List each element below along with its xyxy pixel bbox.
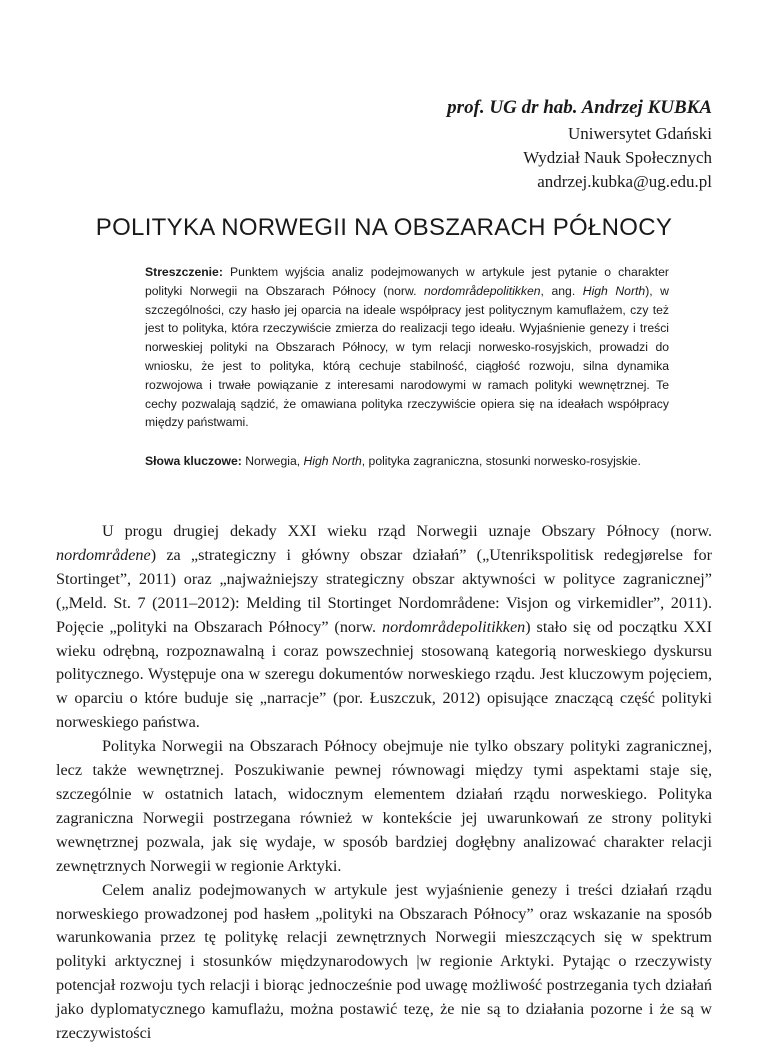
abstract-label: Streszczenie: bbox=[145, 265, 223, 279]
p1-text-c: ) stało się od początku XXI wieku odrębną, rozpoznawalną i coraz powszechniej stosowaną kategorią norweskiego dyskursu politycznego. Występuje ona w szeregu dokumentów norweskiego rządu. Jest kluczowym pojęciem, w oparciu o które buduje się „narracje” (por. Łuszczuk, 2012) opisujące znaczącą część polityki norweskiego państwa. bbox=[56, 617, 712, 732]
article-title: POLITYKA NORWEGII NA OBSZARACH PÓŁNOCY bbox=[95, 214, 673, 242]
abstract bbox=[145, 263, 669, 432]
body-paragraph-3: Celem analiz podejmowanych w artykule jest wyjaśnienie genezy i treści działań rządu norweskiego prowadzonej pod hasłem „polityki na Obszarach Północy” oraz wskazanie na sposób warunkowania przez tę politykę relacji zewnętrznych Norwegii mieszczących się w spektrum polityki arktycznej i stosunków międzynarodowych |w regionie Arktyki. Pytając o rzeczywisty potencjał rozwoju tych relacji i biorąc jednocześnie pod uwagę możliwość postrzegania tych działań jako dyplomatycznego kamuflażu, można postawić tezę, że nie są to działania pozorne i że są w rzeczywistości bbox=[56, 880, 712, 1043]
p1-term-2: nordområdepolitikken bbox=[381, 617, 526, 636]
keywords-text-b: , polityka zagraniczna, stosunki norwesko-rosyjskie. bbox=[361, 454, 641, 468]
p1-term-1: nordområdene bbox=[56, 545, 151, 564]
keywords-text-a: Norwegia, bbox=[241, 454, 304, 468]
abstract-text-c: ), w szczególności, czy hasło jej oparcia na ideale współpracy jest politycznym kamuflażem, czy też jest to polityka, która rzeczywiście zmierza do realizacji tego ideału. Wyjaśnienie genezy i treści norweskiej polityki na Obszarach Północy, w tym relacji norwesko-rosyjskich, prowadzi do wniosku, że jest to polityka, którą cechuje stabilność, ciągłość rozwoju, silna dynamika rozwojowa i trwałe powiązanie z interesami narodowymi w ramach polityki wewnętrznej. Te cechy pozwalają sądzić, że omawiana polityka rzeczywiście opiera się na ideałach współpracy między państwami. bbox=[145, 283, 669, 430]
abstract-term-1: nordområdepolitikken bbox=[424, 283, 541, 298]
keywords bbox=[145, 452, 705, 470]
abstract-text-a: Punktem wyjścia analiz podejmowanych w artykule jest pytanie o charakter polityki Norwegii na Obszarach Północy (norw. bbox=[145, 265, 669, 298]
author-block bbox=[447, 96, 712, 194]
p1-text-a: U progu drugiej dekady XXI wieku rząd Norwegii uznaje Obszary Północy (norw. bbox=[102, 522, 712, 540]
keywords-term: High North bbox=[303, 454, 362, 468]
author-affiliation: Uniwersytet Gdański bbox=[567, 124, 712, 143]
abstract-text-b: , ang. bbox=[540, 283, 583, 298]
abstract-term-2: High North bbox=[582, 283, 646, 298]
body-paragraph-1 bbox=[56, 520, 712, 735]
author-name: prof. UG dr hab. Andrzej KUBKA bbox=[447, 97, 712, 118]
article-body bbox=[56, 520, 712, 1046]
p1-text-b: ) za „strategiczny i główny obszar działań” („Utenrikspolitisk redegjørelse for Stortinget”, 2011) oraz „najważniejszy strategiczny obszar aktywności w polityce zagranicznej” („Meld. St. 7 (2011–2012): Melding til Stortinget Nordområdene: Visjon og virkemidler”, 2011). Pojęcie „polityki na Obszarach Północy” (norw. bbox=[56, 545, 712, 636]
author-email: andrzej.kubka@ug.edu.pl bbox=[537, 172, 712, 191]
author-faculty: Wydział Nauk Społecznych bbox=[523, 148, 712, 167]
keywords-label: Słowa kluczowe: bbox=[145, 454, 242, 468]
body-paragraph-2: Polityka Norwegii na Obszarach Północy obejmuje nie tylko obszary polityki zagranicznej, lecz także wewnętrznej. Poszukiwanie pewnej równowagi między tymi aspektami staje się, szczególnie w ostatnich latach, widocznym elementem działań rządu norweskiego. Polityka zagraniczna Norwegii postrzegana również w kontekście jej uwarunkowań ze strony polityki wewnętrznej pozwala, jak się wydaje, w sposób bardziej dogłębny analizować charakter relacji zewnętrznych Norwegii w regionie Arktyki. bbox=[56, 737, 712, 875]
